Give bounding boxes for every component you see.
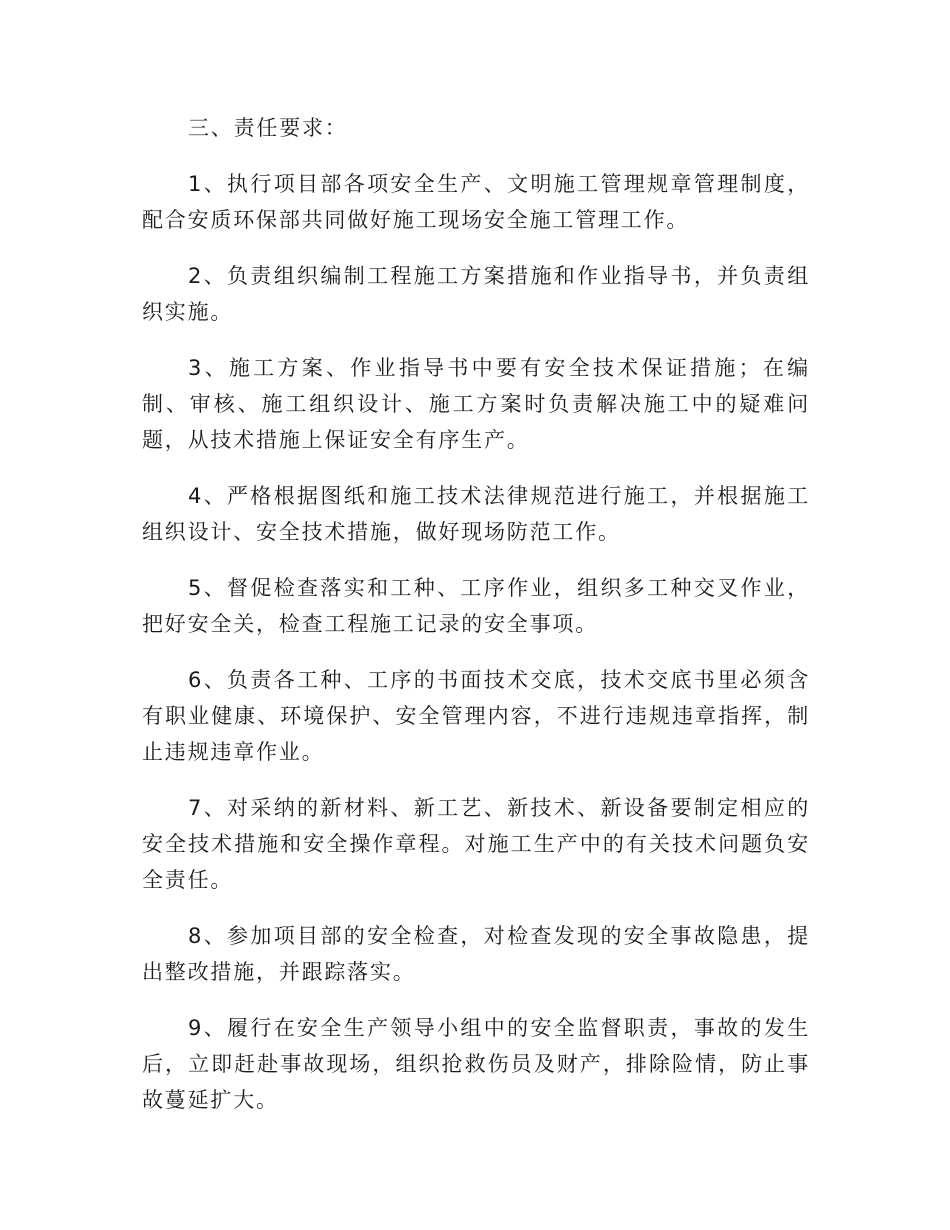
- paragraph-1: 1、执行项目部各项安全生产、文明施工管理规章管理制度，配合安质环保部共同做好施工现场安全施工管理工作。: [142, 172, 810, 232]
- paragraph-7: 7、对采纳的新材料、新工艺、新技术、新设备要制定相应的安全技术措施和安全操作章程。对施工生产中的有关技术问题负安全责任。: [142, 796, 810, 892]
- section-heading: 三、责任要求：: [188, 116, 348, 140]
- paragraph-5: 5、督促检查落实和工种、工序作业，组织多工种交叉作业，把好安全关，检查工程施工记录的安全事项。: [142, 576, 810, 636]
- paragraph-6: 6、负责各工种、工序的书面技术交底，技术交底书里必须含有职业健康、环境保护、安全管理内容，不进行违规违章指挥，制止违规违章作业。: [142, 668, 810, 764]
- paragraph-3: 3、施工方案、作业指导书中要有安全技术保证措施；在编制、审核、施工组织设计、施工方案时负责解决施工中的疑难问题，从技术措施上保证安全有序生产。: [142, 356, 810, 452]
- paragraph-8: 8、参加项目部的安全检查，对检查发现的安全事故隐患，提出整改措施，并跟踪落实。: [142, 924, 810, 984]
- paragraph-9: 9、履行在安全生产领导小组中的安全监督职责，事故的发生后，立即赶赴事故现场，组织抢救伤员及财产，排除险情，防止事故蔓延扩大。: [142, 1016, 810, 1112]
- paragraph-4: 4、严格根据图纸和施工技术法律规范进行施工，并根据施工组织设计、安全技术措施，做好现场防范工作。: [142, 484, 810, 544]
- paragraph-2: 2、负责组织编制工程施工方案措施和作业指导书，并负责组织实施。: [142, 264, 810, 324]
